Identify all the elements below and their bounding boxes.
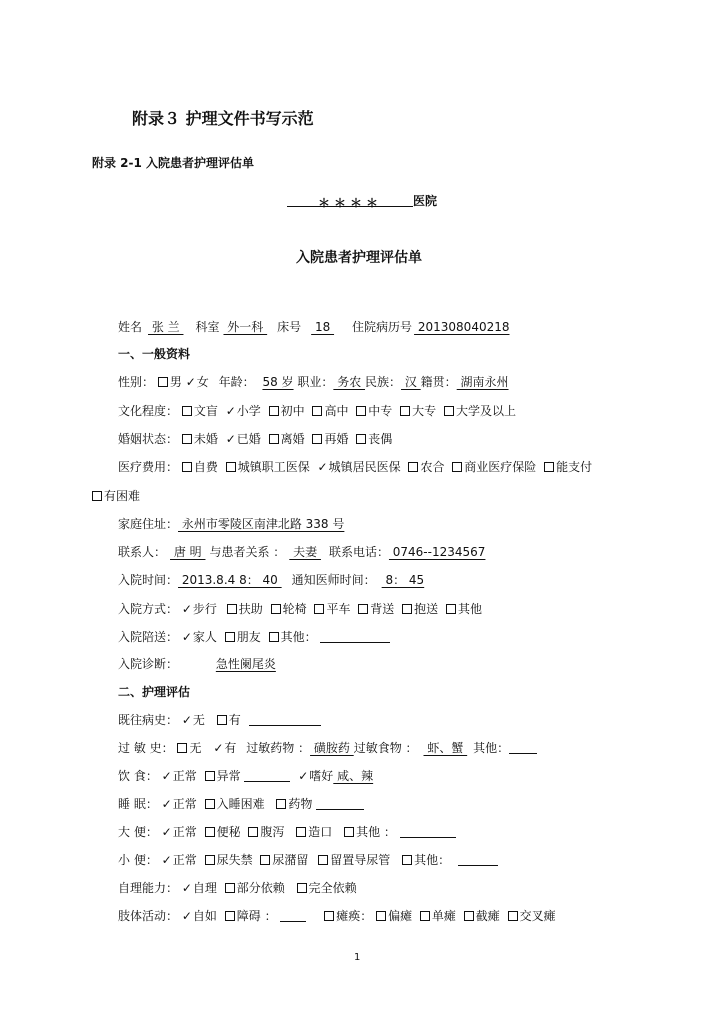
- checkbox-edu-3[interactable]: [312, 406, 322, 416]
- fee-difficulty-label: 有困难: [104, 489, 141, 503]
- fee-option: 商业医疗保险: [464, 460, 537, 474]
- urine-option: 正常: [172, 853, 197, 867]
- section-assessment: 二、护理评估: [118, 685, 191, 699]
- fee-label: 医疗费用：: [118, 460, 179, 474]
- limb-row: [118, 907, 556, 924]
- checkbox-edu-5[interactable]: [400, 406, 410, 416]
- edu-option: 高中: [324, 404, 349, 418]
- diet-row: [118, 767, 387, 784]
- address-row: [118, 515, 392, 532]
- check-icon: ✓: [161, 853, 172, 867]
- limb-free: 自如: [192, 909, 217, 923]
- allergy-drug-value: 磺胺药: [310, 741, 354, 755]
- paralysis-option: 单瘫: [431, 909, 456, 923]
- allergy-food-value: 虾、蟹: [423, 741, 468, 755]
- sleep-label: 睡 眠：: [118, 797, 158, 811]
- sleep-row: [118, 795, 364, 812]
- diagnosis-row: [118, 655, 352, 672]
- edu-option: 文盲: [193, 404, 218, 418]
- check-icon: ✓: [225, 432, 236, 446]
- checkbox-fee-5[interactable]: [544, 462, 554, 472]
- admit-way-label: 入院方式：: [118, 602, 179, 616]
- admit-way-option: 其他: [457, 602, 482, 616]
- edu-option: 初中: [280, 404, 305, 418]
- checkbox-paralysis-1[interactable]: [420, 911, 430, 921]
- checkbox-urine-2[interactable]: [260, 855, 270, 865]
- history-row: [118, 711, 321, 728]
- checkbox-sleep-drug[interactable]: [276, 799, 286, 809]
- checkbox-stool-4[interactable]: [344, 827, 354, 837]
- sleep-normal: 正常: [172, 797, 197, 811]
- hospital-suffix: 医院: [413, 194, 438, 208]
- selfcare-option: 完全依赖: [308, 881, 357, 895]
- name-label: 姓名: [118, 320, 143, 334]
- appendix-subtitle: 附录 2-1 入院患者护理评估单: [92, 156, 255, 170]
- fee-option: 城镇职工医保: [237, 460, 310, 474]
- patient-info-row: [118, 318, 512, 335]
- checkbox-paralysis-3[interactable]: [508, 911, 518, 921]
- fee-option: 农合: [420, 460, 445, 474]
- contact-label: 联系人：: [118, 545, 167, 559]
- checkbox-fee-difficulty[interactable]: [92, 491, 102, 501]
- escort-option: 朋友: [236, 630, 261, 644]
- gender-row: [118, 373, 509, 390]
- admit-way-option: 抱送: [414, 602, 439, 616]
- checkbox-paralysis-0[interactable]: [376, 911, 386, 921]
- admit-way-option: 平车: [326, 602, 351, 616]
- checkbox-escort-1[interactable]: [225, 632, 235, 642]
- checkbox-edu-0[interactable]: [182, 406, 192, 416]
- admit-way-option: 扶助: [238, 602, 263, 616]
- urine-label: 小 便：: [118, 853, 158, 867]
- address-value: 永州市零陵区南津北路 338 号: [178, 517, 345, 531]
- diet-normal: 正常: [172, 769, 197, 783]
- check-icon: ✓: [161, 769, 172, 783]
- limb-obstacle: 障碍 ：: [236, 909, 277, 923]
- limb-obstacle-blank[interactable]: [280, 909, 306, 922]
- check-icon: ✓: [317, 460, 328, 474]
- relation-value: 夫妻: [289, 545, 321, 559]
- diet-abnormal-blank[interactable]: [244, 769, 290, 782]
- edu-option: 小学: [236, 404, 261, 418]
- stool-option: 腹泻: [260, 825, 285, 839]
- checkbox-stool-1[interactable]: [205, 827, 215, 837]
- phone-label: 联系电话：: [328, 545, 389, 559]
- checkbox-escort-2[interactable]: [269, 632, 279, 642]
- urine-option: 留置导尿管: [330, 853, 391, 867]
- stool-option: 造口: [308, 825, 333, 839]
- marriage-option: 再婚: [324, 432, 349, 446]
- gender-label: 性别：: [118, 375, 155, 389]
- record-label: 住院病历号: [352, 320, 413, 334]
- checkbox-selfcare-1[interactable]: [225, 883, 235, 893]
- checkbox-selfcare-2[interactable]: [297, 883, 307, 893]
- allergy-yes: 有: [224, 741, 237, 755]
- fee-option: 能支付: [556, 460, 593, 474]
- page-number: 1: [354, 952, 361, 963]
- checkbox-diet-abnormal[interactable]: [205, 771, 215, 781]
- checkbox-way-4[interactable]: [358, 604, 368, 614]
- urine-row: [118, 851, 498, 868]
- checkbox-urine-1[interactable]: [205, 855, 215, 865]
- native-label: 籍贯：: [420, 375, 457, 389]
- checkbox-marriage-0[interactable]: [182, 434, 192, 444]
- diet-abnormal: 异常: [216, 769, 241, 783]
- checkbox-marriage-3[interactable]: [312, 434, 322, 444]
- bed-value: 18: [311, 320, 335, 334]
- appendix-title: 附录３ 护理文件书写示范: [132, 109, 314, 128]
- urine-option: 尿潴留: [272, 853, 309, 867]
- name-value: 张 兰: [148, 320, 184, 334]
- escort-row: [118, 628, 390, 645]
- escort-label: 入院陪送：: [118, 630, 179, 644]
- hospital-line: [287, 192, 437, 209]
- job-label: 职业：: [297, 375, 334, 389]
- record-value: 201308040218: [414, 320, 510, 334]
- history-yes: 有: [228, 713, 241, 727]
- bed-label: 床号: [277, 320, 302, 334]
- check-icon: ✓: [213, 741, 224, 755]
- marriage-row: [118, 430, 392, 447]
- checkbox-fee-1[interactable]: [226, 462, 236, 472]
- checkbox-way-5[interactable]: [402, 604, 412, 614]
- checkbox-way-1[interactable]: [227, 604, 237, 614]
- history-label: 既往病史：: [118, 713, 179, 727]
- check-icon: ✓: [181, 602, 192, 616]
- diagnosis-value: 急性阑尾炎: [215, 657, 276, 671]
- allergy-row: [118, 739, 537, 756]
- allergy-food-label: 过敏食物 ：: [353, 741, 418, 755]
- age-label: 年龄：: [218, 375, 255, 389]
- diet-label: 饮 食：: [118, 769, 158, 783]
- relation-label: 与患者关系 ：: [209, 545, 286, 559]
- check-icon: ✓: [181, 909, 192, 923]
- checkbox-allergy-no[interactable]: [177, 743, 187, 753]
- check-icon: ✓: [298, 769, 309, 783]
- escort-option: 家人: [192, 630, 217, 644]
- check-icon: ✓: [161, 825, 172, 839]
- allergy-drug-label: 过敏药物 ：: [246, 741, 311, 755]
- female-label: 女: [196, 375, 209, 389]
- marriage-label: 婚姻状态：: [118, 432, 179, 446]
- selfcare-label: 自理能力：: [118, 881, 179, 895]
- notify-time-value: 8： 45: [381, 573, 425, 587]
- urine-option: 尿失禁: [216, 853, 253, 867]
- edu-option: 大学及以上: [455, 404, 516, 418]
- checkbox-edu-6[interactable]: [444, 406, 454, 416]
- fee-row: [118, 458, 592, 475]
- selfcare-option: 自理: [192, 881, 217, 895]
- check-icon: ✓: [225, 404, 236, 418]
- address-label: 家庭住址：: [118, 517, 179, 531]
- selfcare-row: [118, 879, 357, 896]
- checkbox-limb-paralysis[interactable]: [324, 911, 334, 921]
- contact-value: 唐 明: [170, 545, 206, 559]
- allergy-other-label: 其他：: [473, 741, 510, 755]
- admit-time-row: [118, 571, 430, 588]
- male-label: 男: [169, 375, 182, 389]
- checkbox-edu-2[interactable]: [269, 406, 279, 416]
- admit-way-option: 背送: [370, 602, 395, 616]
- paralysis-option: 偏瘫: [388, 909, 413, 923]
- check-icon: ✓: [185, 375, 196, 389]
- escort-other-blank[interactable]: [320, 630, 390, 643]
- edu-option: 中专: [368, 404, 393, 418]
- checkbox-way-3[interactable]: [314, 604, 324, 614]
- diet-pref-label: 嗜好: [309, 769, 334, 783]
- edu-option: 大专: [412, 404, 437, 418]
- checkbox-way-6[interactable]: [446, 604, 456, 614]
- diagnosis-label: 入院诊断：: [118, 657, 179, 671]
- history-no: 无: [192, 713, 205, 727]
- check-icon: ✓: [181, 713, 192, 727]
- dept-value: 外一科: [223, 320, 268, 334]
- ethnic-label: 民族：: [365, 375, 402, 389]
- checkbox-history-yes[interactable]: [217, 715, 227, 725]
- sleep-insomnia: 入睡困难: [216, 797, 265, 811]
- fee-option: 自费: [193, 460, 218, 474]
- checkbox-way-2[interactable]: [271, 604, 281, 614]
- sleep-drug-blank[interactable]: [316, 797, 364, 810]
- marriage-option: 丧偶: [368, 432, 393, 446]
- check-icon: ✓: [161, 797, 172, 811]
- admit-time-value: 2013.8.4 8： 40: [178, 573, 282, 587]
- checkbox-edu-4[interactable]: [356, 406, 366, 416]
- checkbox-urine-3[interactable]: [318, 855, 328, 865]
- checkbox-marriage-2[interactable]: [269, 434, 279, 444]
- phone-value: 0746--1234567: [388, 545, 486, 559]
- escort-option: 其他：: [280, 630, 317, 644]
- diet-pref-value: 咸、辣: [333, 769, 374, 783]
- checkbox-paralysis-2[interactable]: [464, 911, 474, 921]
- check-icon: ✓: [181, 881, 192, 895]
- stool-label: 大 便：: [118, 825, 158, 839]
- admit-way-option: 轮椅: [282, 602, 307, 616]
- admit-way-row: [118, 600, 482, 617]
- checkbox-male[interactable]: [158, 377, 168, 387]
- contact-row: [118, 543, 491, 560]
- fee-row-wrap: [92, 487, 140, 504]
- paralysis-option: 交叉瘫: [519, 909, 556, 923]
- ethnic-value: 汉: [401, 375, 421, 389]
- native-value: 湖南永州: [456, 375, 509, 389]
- check-icon: ✓: [181, 630, 192, 644]
- stool-option: 便秘: [216, 825, 241, 839]
- checkbox-fee-0[interactable]: [182, 462, 192, 472]
- checkbox-marriage-4[interactable]: [356, 434, 366, 444]
- job-value: 务农: [333, 375, 366, 389]
- notify-time-label: 通知医师时间：: [291, 573, 376, 587]
- education-label: 文化程度：: [118, 404, 179, 418]
- hospital-name-mask: ＊＊＊＊: [287, 194, 413, 207]
- section-general: 一、一般资料: [118, 347, 191, 361]
- checkbox-stool-2[interactable]: [248, 827, 258, 837]
- marriage-option: 未婚: [193, 432, 218, 446]
- marriage-option: 离婚: [280, 432, 305, 446]
- paralysis-option: 截瘫: [475, 909, 500, 923]
- age-value: 58 岁: [262, 375, 294, 389]
- checkbox-sleep-insomnia[interactable]: [205, 799, 215, 809]
- checkbox-urine-4[interactable]: [402, 855, 412, 865]
- limb-label: 肢体活动：: [118, 909, 179, 923]
- limb-paralysis-label: 瘫痪：: [336, 909, 373, 923]
- checkbox-fee-4[interactable]: [452, 462, 462, 472]
- checkbox-stool-3[interactable]: [296, 827, 306, 837]
- fee-option: 城镇居民医保: [328, 460, 401, 474]
- marriage-option: 已婚: [236, 432, 261, 446]
- allergy-label: 过 敏 史：: [118, 741, 174, 755]
- stool-row: [118, 823, 456, 840]
- urine-option: 其他：: [414, 853, 451, 867]
- checkbox-fee-3[interactable]: [408, 462, 418, 472]
- selfcare-option: 部分依赖: [236, 881, 285, 895]
- allergy-no: 无: [189, 741, 202, 755]
- form-title: 入院患者护理评估单: [296, 250, 422, 266]
- allergy-other-blank[interactable]: [509, 741, 537, 754]
- checkbox-limb-obstacle[interactable]: [225, 911, 235, 921]
- history-blank[interactable]: [249, 713, 321, 726]
- admit-time-label: 入院时间：: [118, 573, 179, 587]
- sleep-drug: 药物: [288, 797, 313, 811]
- education-row: [118, 402, 516, 419]
- urine-other-blank[interactable]: [458, 853, 498, 866]
- stool-option: 正常: [172, 825, 197, 839]
- stool-option: 其他 ：: [356, 825, 396, 839]
- dept-label: 科室: [195, 320, 220, 334]
- stool-other-blank[interactable]: [400, 825, 456, 838]
- admit-way-option: 步行: [192, 602, 217, 616]
